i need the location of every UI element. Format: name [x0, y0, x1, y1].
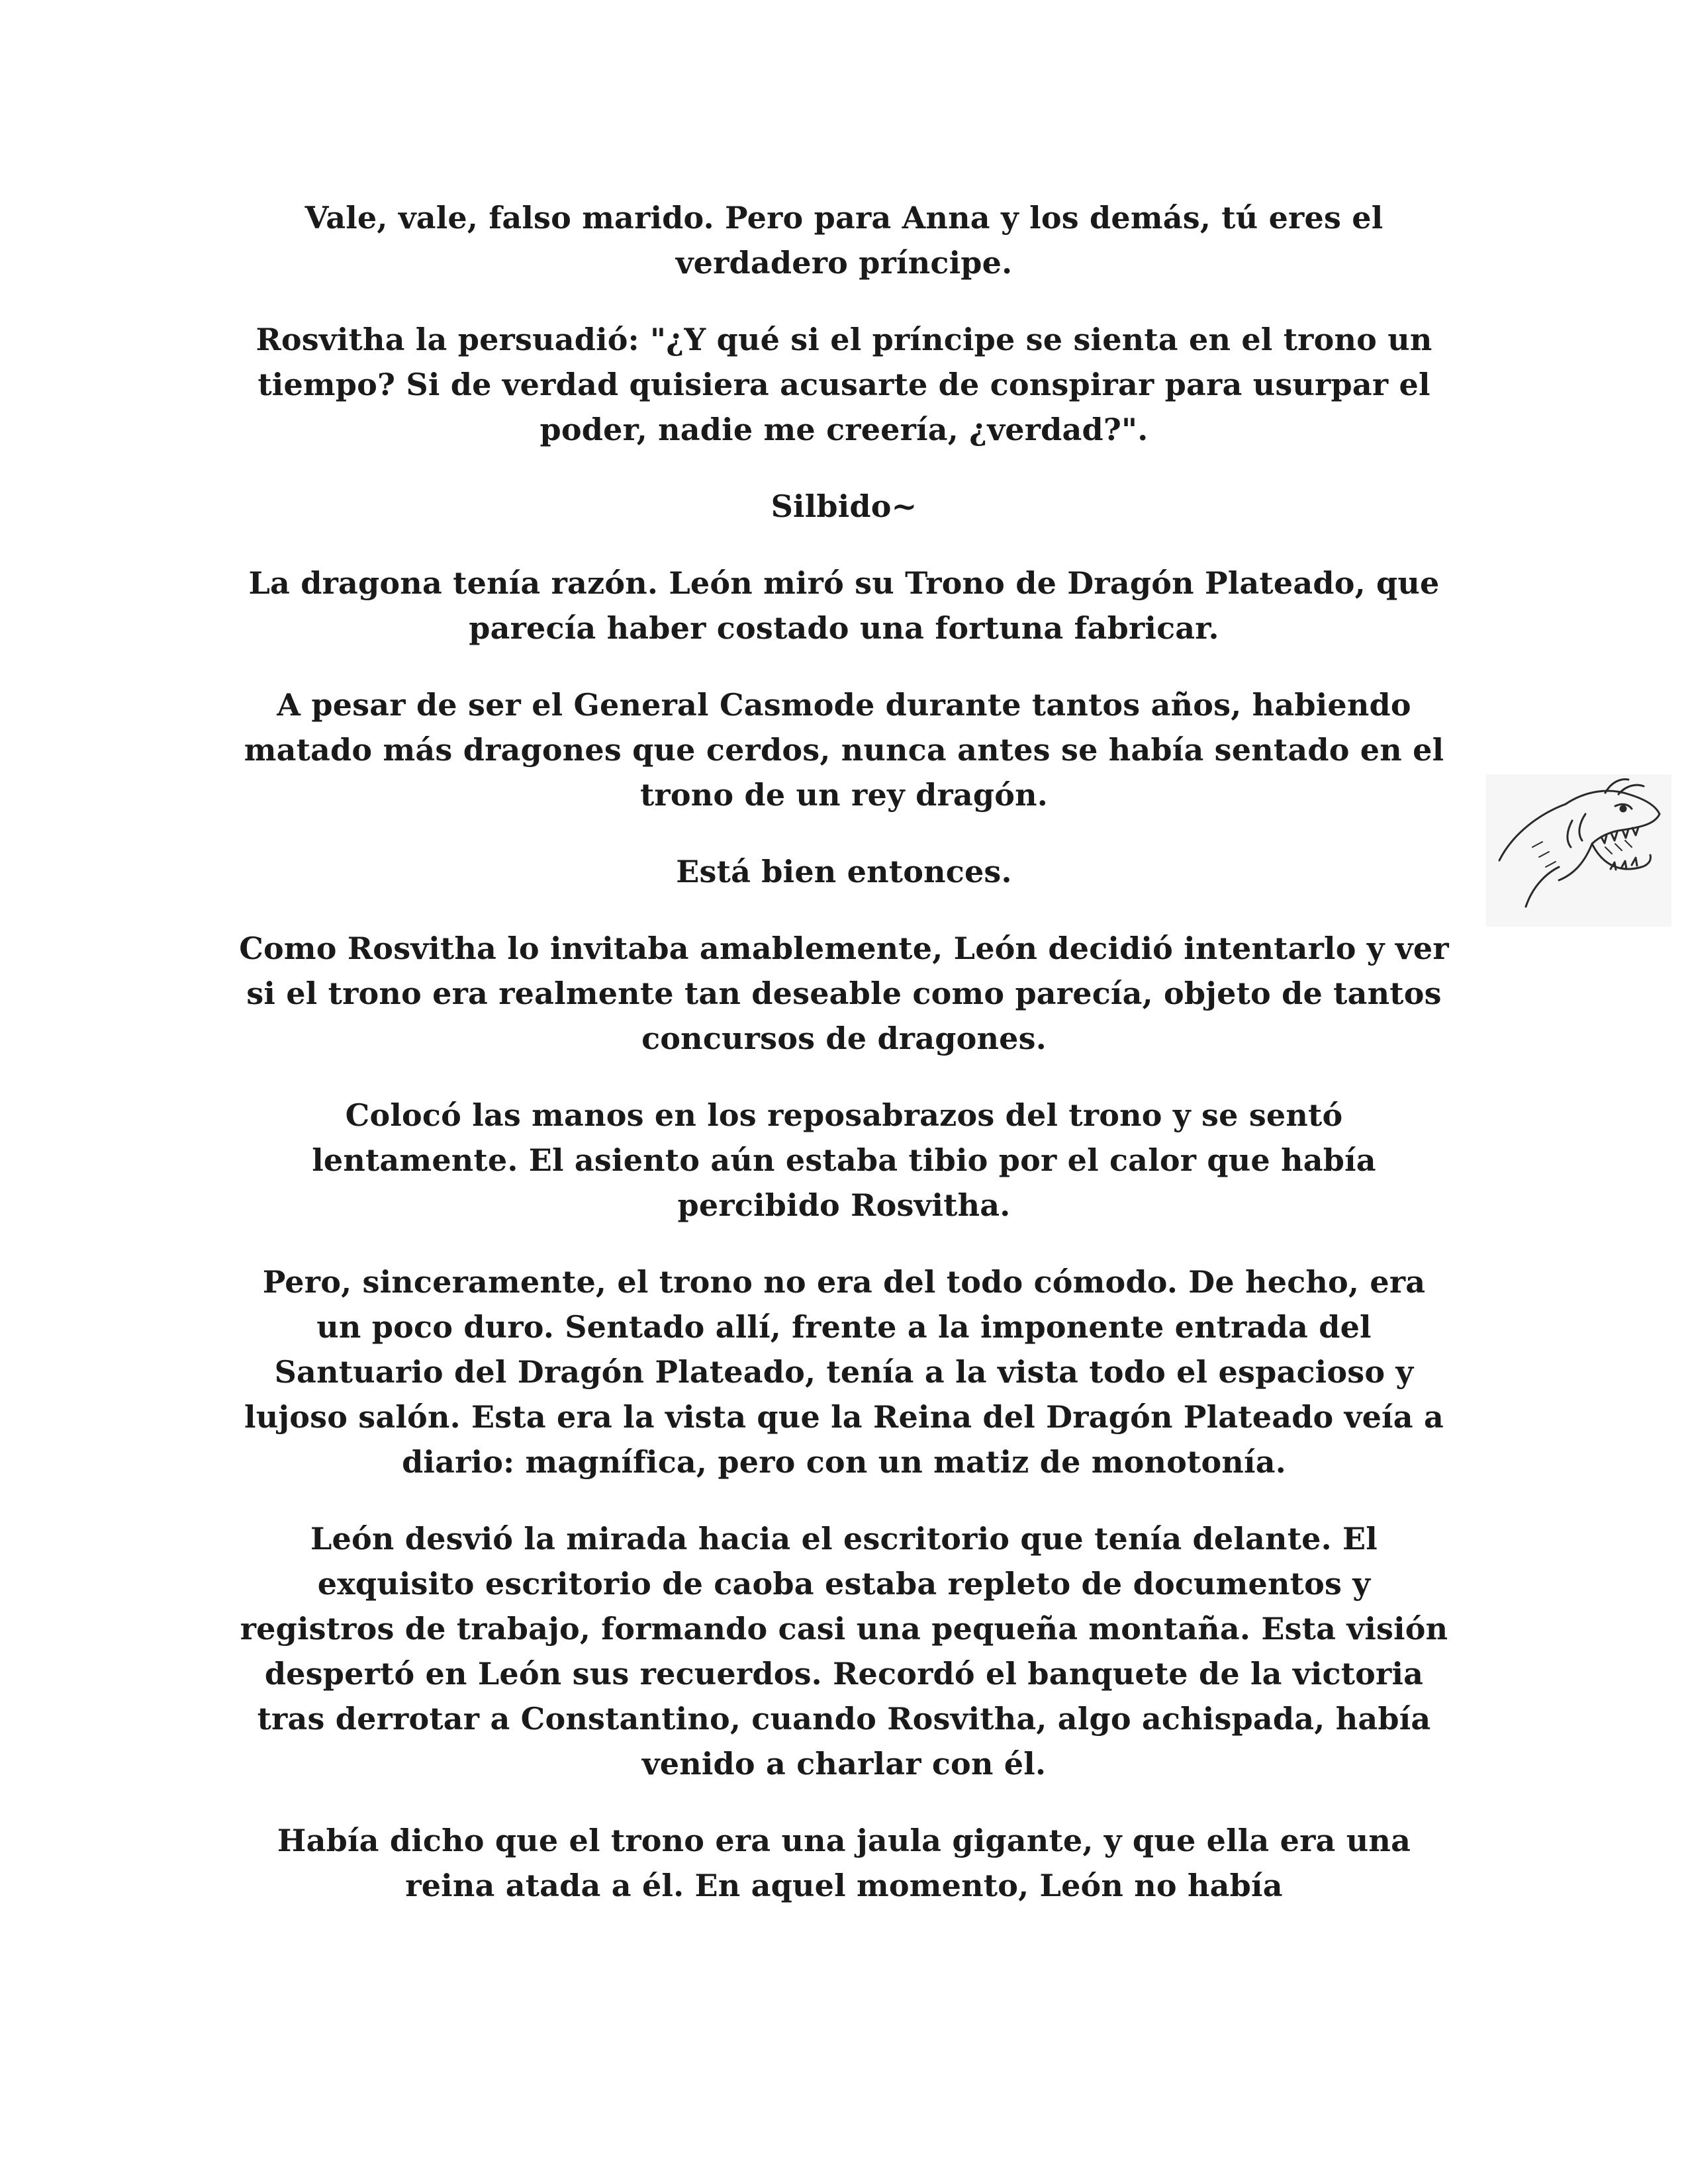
paragraph-3: Silbido~ — [771, 488, 917, 524]
paragraph-1: Vale, vale, falso marido. Pero para Anna y los demás, tú eres el verdadero príncipe. — [305, 200, 1383, 281]
paragraph-4: La dragona tenía razón. León miró su Trono de Dragón Plateado, que parecía haber costado una fortuna fabricar. — [248, 565, 1440, 646]
paragraph-6: Está bien entonces. — [676, 854, 1012, 889]
dragon-head-sketch-icon — [1486, 774, 1671, 927]
page-body — [238, 195, 1450, 1940]
paragraph-5: A pesar de ser el General Casmode durante tantos años, habiendo matado más dragones que cerdos, nunca antes se había sentado en el trono de un rey dragón. — [244, 687, 1444, 813]
paragraph-11: Había dicho que el trono era una jaula gigante, y que ella era una reina atada a él. En aquel momento, León no había — [277, 1823, 1411, 1903]
paragraph-10: León desvió la mirada hacia el escritorio que tenía delante. El exquisito escritorio de caoba estaba repleto de documentos y registros de trabajo, formando casi una pequeña montaña. Esta visión despertó en León sus recuerdos. Recordó el banquete de la victoria tras derrotar a Constantino, cuando Rosvitha, algo achispada, había venido a charlar con él. — [240, 1521, 1448, 1782]
paragraph-7: Como Rosvitha lo invitaba amablemente, León decidió intentarlo y ver si el trono era realmente tan deseable como parecía, objeto de tantos concursos de dragones. — [239, 931, 1449, 1056]
paragraph-9: Pero, sinceramente, el trono no era del todo cómodo. De hecho, era un poco duro. Sentado allí, frente a la imponente entrada del Santuario del Dragón Plateado, tenía a la vista todo el espacioso y lujoso salón. Esta era la vista que la Reina del Dragón Plateado veía a diario: magnífica, pero con un matiz de monotonía. — [244, 1264, 1444, 1480]
paragraph-8: Colocó las manos en los reposabrazos del trono y se sentó lentamente. El asiento aún estaba tibio por el calor que había percibido Rosvitha. — [312, 1097, 1376, 1223]
paragraph-2: Rosvitha la persuadió: "¿Y qué si el príncipe se sienta en el trono un tiempo? Si de verdad quisiera acusarte de conspirar para usurpar el poder, nadie me creería, ¿verdad?". — [256, 322, 1432, 447]
